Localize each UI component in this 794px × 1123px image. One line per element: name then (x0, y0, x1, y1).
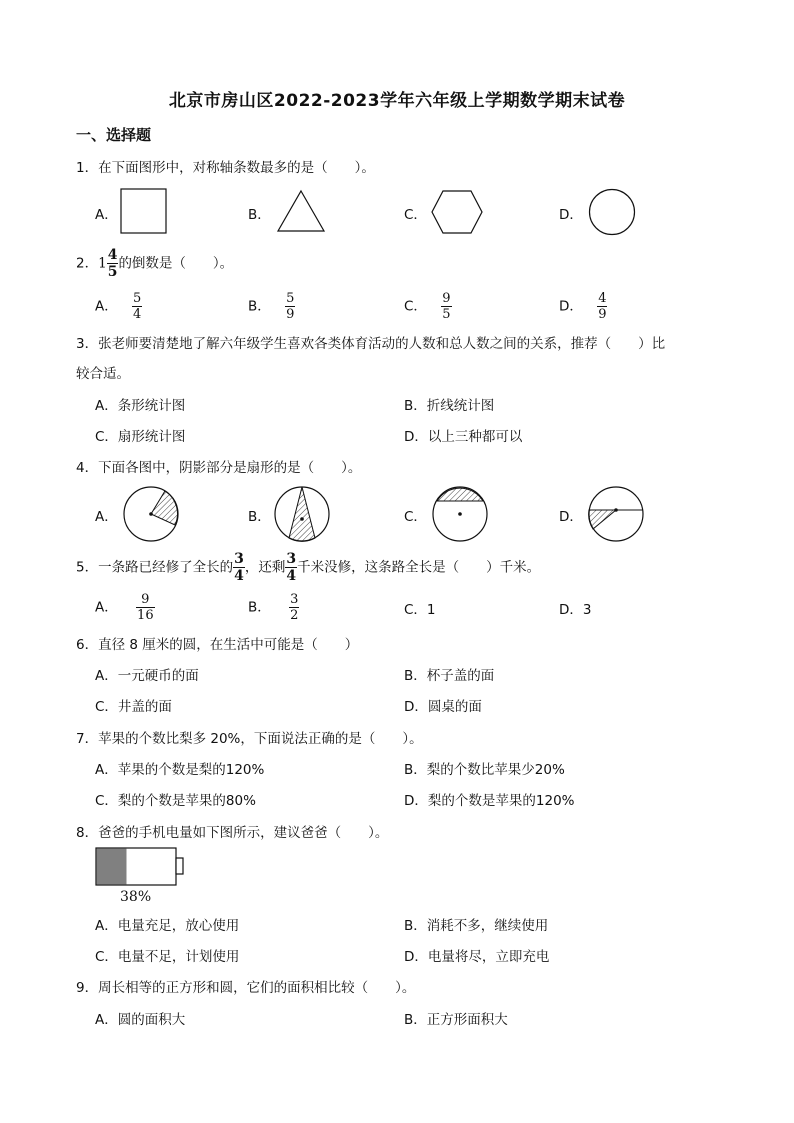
q5-option-a[interactable] (95, 593, 155, 622)
q8-option-d[interactable]: D．电量将尽，立即充电 (404, 949, 550, 965)
q7-option-c[interactable]: C．梨的个数是苹果的80% (95, 793, 256, 809)
q8-option-c[interactable]: C．电量不足，计划使用 (95, 949, 240, 965)
q2-option-b[interactable] (248, 292, 295, 321)
q1-option-b[interactable]: B． (248, 207, 271, 223)
q1-option-c[interactable]: C． (404, 207, 427, 223)
q5-option-b[interactable] (248, 593, 299, 622)
question-1: 1．在下面图形中，对称轴条数最多的是（ ）。 (76, 160, 375, 176)
q5-option-a-num: 9 (136, 593, 155, 608)
circle-segment-c-icon (431, 485, 489, 543)
q2-prefix: 2． (76, 255, 99, 272)
q5-fraction-1-den: 4 (234, 568, 244, 584)
q2-option-d-label: D． (559, 298, 583, 315)
q8-option-b[interactable]: B．消耗不多，继续使用 (404, 918, 549, 934)
q3-option-b[interactable]: B．折线统计图 (404, 398, 495, 414)
q2-option-a-den: 4 (133, 307, 142, 322)
q5-part-2: ，还剩 (244, 559, 286, 576)
q4-option-c[interactable]: C． (404, 509, 427, 525)
question-4: 4．下面各图中，阴影部分是扇形的是（ ）。 (76, 460, 362, 476)
section-heading: 一、选择题 (76, 126, 152, 144)
triangle-icon (276, 189, 326, 233)
page-title: 北京市房山区2022-2023学年六年级上学期数学期末试卷 (168, 91, 626, 111)
q5-option-a-fraction (136, 593, 155, 622)
q5-part-1: 5．一条路已经修了全长的 (76, 559, 234, 576)
q5-option-a-den: 16 (137, 608, 154, 623)
circle-triangle-b-icon (273, 485, 331, 543)
battery-level-fill (97, 849, 127, 885)
q8-option-a[interactable]: A．电量充足，放心使用 (95, 918, 240, 934)
q2-option-a-fraction (132, 292, 142, 321)
circle-icon (588, 188, 636, 236)
q3-option-d[interactable]: D．以上三种都可以 (404, 429, 523, 445)
q6-option-a[interactable]: A．一元硬币的面 (95, 668, 199, 684)
question-6: 6．直径 8 厘米的圆，在生活中可能是（ ） (76, 637, 359, 653)
q2-option-c-den: 5 (442, 307, 451, 322)
q2-option-b-den: 9 (286, 307, 295, 322)
q2-option-d-fraction (597, 292, 607, 321)
q7-option-a[interactable]: A．苹果的个数是梨的120% (95, 762, 265, 778)
q1-option-a[interactable]: A． (95, 207, 118, 223)
q2-option-d-num: 4 (598, 291, 607, 306)
q7-option-d[interactable]: D．梨的个数是苹果的120% (404, 793, 575, 809)
q3-option-a[interactable]: A．条形统计图 (95, 398, 186, 414)
q5-option-b-num: 3 (290, 592, 299, 607)
q5-option-b-den: 2 (290, 608, 299, 623)
q2-option-b-label: B． (248, 298, 271, 315)
question-3-line-2: 较合适。 (76, 366, 130, 382)
q2-option-a-num: 5 (133, 291, 142, 306)
q4-option-d[interactable]: D． (559, 509, 583, 525)
q2-option-a-label: A． (95, 298, 118, 315)
q2-option-b-fraction (285, 292, 295, 321)
q3-option-c[interactable]: C．扇形统计图 (95, 429, 186, 445)
q6-option-b[interactable]: B．杯子盖的面 (404, 668, 495, 684)
q4-option-b[interactable]: B． (248, 509, 271, 525)
q2-fraction (107, 248, 119, 279)
question-8: 8．爸爸的手机电量如下图所示，建议爸爸（ ）。 (76, 825, 389, 841)
q2-fraction-denominator: 5 (107, 264, 118, 280)
q2-option-c[interactable] (404, 292, 452, 321)
q5-option-b-label: B． (248, 599, 271, 616)
q2-option-c-num: 9 (442, 291, 451, 306)
q5-option-d[interactable]: D．3 (559, 602, 592, 618)
q9-option-b[interactable]: B．正方形面积大 (404, 1012, 508, 1028)
q5-part-3: 千米没修，这条路全长是（ ）千米。 (297, 559, 541, 576)
q2-fraction-numerator: 4 (107, 247, 118, 263)
question-9: 9．周长相等的正方形和圆，它们的面积相比较（ ）。 (76, 980, 416, 996)
q1-option-d[interactable]: D． (559, 207, 583, 223)
q2-option-a[interactable] (95, 292, 142, 321)
q4-option-a[interactable]: A． (95, 509, 118, 525)
q2-option-c-label: C． (404, 298, 427, 315)
q5-fraction-2-den: 4 (286, 568, 297, 584)
q5-fraction-1 (233, 552, 245, 583)
q5-fraction-2 (285, 552, 297, 583)
q2-option-b-num: 5 (286, 291, 295, 306)
q2-option-c-fraction (441, 292, 451, 321)
q2-whole: 1 (98, 255, 107, 272)
q2-option-d[interactable] (559, 292, 607, 321)
q5-option-c[interactable]: C．1 (404, 602, 436, 618)
q5-fraction-1-num: 3 (234, 551, 244, 567)
q7-option-b[interactable]: B．梨的个数比苹果少20% (404, 762, 565, 778)
question-2 (76, 248, 233, 279)
question-3-line-1: 3．张老师要清楚地了解六年级学生喜欢各类体育活动的人数和总人数之间的关系，推荐（ ）比 (76, 336, 666, 352)
q5-option-b-fraction (289, 593, 299, 622)
circle-triangle-d-icon (587, 485, 645, 543)
square-icon (120, 188, 168, 234)
hexagon-icon (430, 189, 484, 235)
q6-option-c[interactable]: C．井盖的面 (95, 699, 172, 715)
question-5 (76, 552, 540, 583)
battery-percent-label: 38% (120, 889, 152, 905)
q5-fraction-2-num: 3 (286, 551, 297, 567)
q2-suffix: 的倒数是（ ）。 (118, 255, 234, 272)
q2-option-d-den: 9 (598, 307, 607, 322)
q5-option-a-label: A． (95, 599, 118, 616)
question-7: 7．苹果的个数比梨多 20%，下面说法正确的是（ ）。 (76, 731, 423, 747)
q6-option-d[interactable]: D．圆桌的面 (404, 699, 482, 715)
circle-sector-a-icon (122, 485, 180, 543)
battery-icon (95, 847, 187, 887)
q9-option-a[interactable]: A．圆的面积大 (95, 1012, 186, 1028)
